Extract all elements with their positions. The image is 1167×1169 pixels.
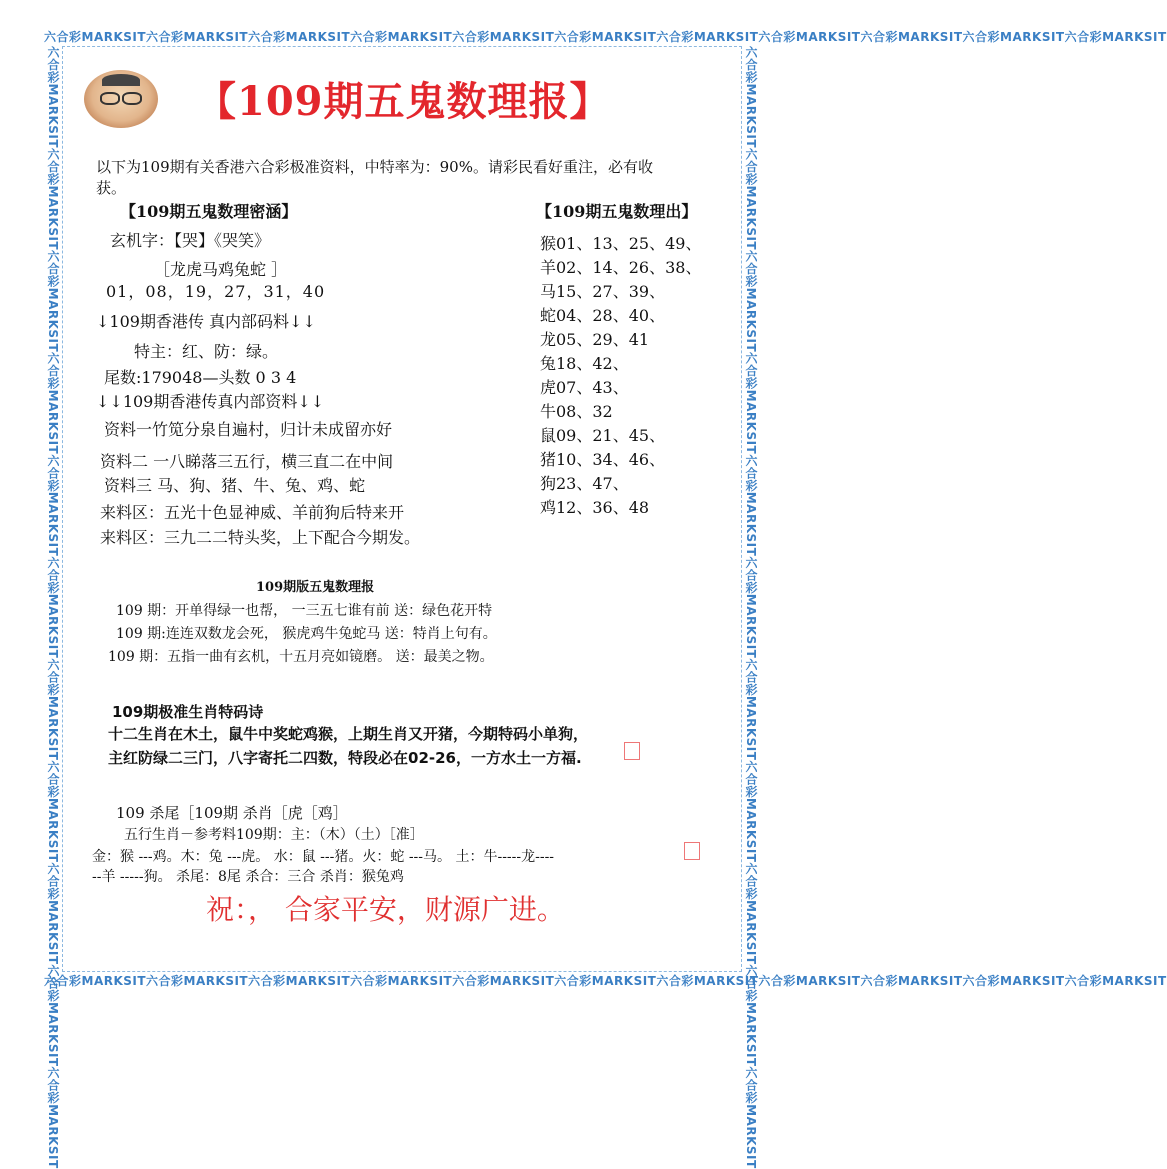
zodiac-number-row: 虎07、43、 [540,378,629,397]
zodiac-number-row: 马15、27、39、 [540,282,666,301]
poem-heading: 109期极准生肖特码诗 [112,703,264,721]
inside-data-heading: ↓↓109期香港传真内部资料↓↓ [96,392,325,411]
prediction-line: 109 期：开单得绿一也帮， 一三五七谁有前 送：绿色花开特 [116,603,493,619]
zodiac-number-row: 猴01、13、25、49、 [540,234,702,253]
inside-code-heading: ↓109期香港传 真内部码料↓↓ [96,312,316,331]
border-bottom-text: 六合彩MARKSIT六合彩MARKSIT六合彩MARKSIT六合彩MARKSIT六合彩MARKSIT六合彩MARKSIT六合彩MARKSIT六合彩MARKSIT六合彩MARKSIT六合彩MARKSIT六合彩MARKSIT [44,974,1167,988]
intro-line-1: 以下为109期有关香港六合彩极准资料，中特率为：90%。请彩民看好重注，必有收 [96,158,653,176]
numbers-heading: 【109期五鬼数理出】 [536,202,698,221]
blessing-slogan: 祝：， 合家平安，财源广进。 [206,893,565,926]
red-seal-icon [624,742,640,760]
zodiac-number-row: 羊02、14、26、38、 [540,258,702,277]
zodiac-number-row: 牛08、32 [540,402,613,421]
source-one: 来料区：五光十色显神威、羊前狗后特来开 [100,503,405,522]
kill-tail-line: 109 杀尾［109期 杀肖［虎［鸡］ [116,804,348,822]
zodiac-number-row: 猪10、34、46、 [540,450,666,469]
zodiac-number-row: 鸡12、36、48 [540,498,650,517]
prediction-line: 109 期：五指一曲有玄机，十五月亮如镜磨。 送：最美之物。 [108,649,494,665]
intro-line-2: 获。 [96,179,127,197]
zodiac-number-row: 鼠09、21、45、 [540,426,666,445]
tail-numbers: 尾数:179048—头数 0 3 4 [104,368,297,387]
glasses-icon [122,92,142,105]
kill-summary-line: --羊 -----狗。 杀尾：8尾 杀合：三合 杀肖：猴兔鸡 [92,869,404,885]
source-two: 来料区：三九二二特头奖，上下配合今期发。 [100,528,421,547]
border-right-text: 六合彩MARKSIT六合彩MARKSIT六合彩MARKSIT六合彩MARKSIT六合彩MARKSIT六合彩MARKSIT六合彩MARKSIT六合彩MARKSIT六合彩MARKSIT六合彩MARKSIT六合彩MARKSIT [744,46,758,1169]
glasses-icon [100,92,120,105]
prediction-line: 109 期:连连双数龙会死， 猴虎鸡牛兔蛇马 送：特肖上句有。 [116,626,497,642]
avatar-photo [84,70,158,128]
border-top-text: 六合彩MARKSIT六合彩MARKSIT六合彩MARKSIT六合彩MARKSIT六合彩MARKSIT六合彩MARKSIT六合彩MARKSIT六合彩MARKSIT六合彩MARKSIT六合彩MARKSIT六合彩MARKSIT [44,30,1167,44]
riddle-text: 玄机字：【哭】《哭笑》 [110,231,271,250]
special-color: 特主：红、防：绿。 [134,342,279,361]
prediction-heading: 109期版五鬼数理报 [256,580,375,595]
zodiac-group: ［龙虎马鸡兔蛇 ］ [154,260,288,279]
elements-pairs-line: 金：猴 ---鸡。木：兔 ---虎。 水：鼠 ---猪。火：蛇 ---马。 土：牛-----龙---- [92,849,555,865]
five-elements-line: 五行生肖－参考料109期：主：（木）（土）［准］ [124,827,424,843]
data-one: 资料一竹笕分泉自遍村，归计未成留亦好 [104,420,393,439]
zodiac-number-row: 兔18、42、 [540,354,629,373]
page-title: 【109期五鬼数理报】 [196,78,611,125]
secret-heading: 【109期五鬼数理密涵】 [120,202,298,221]
data-two: 资料二 一八睇落三五行，横三直二在中间 [100,452,394,471]
number-list: 01，08，19，27，31，40 [106,282,326,301]
border-left-text: 六合彩MARKSIT六合彩MARKSIT六合彩MARKSIT六合彩MARKSIT六合彩MARKSIT六合彩MARKSIT六合彩MARKSIT六合彩MARKSIT六合彩MARKSIT六合彩MARKSIT六合彩MARKSIT [46,46,60,1169]
poem-line-2: 主红防绿二三门，八字寄托二四数，特段必在02-26，一方水土一方福. [108,749,582,767]
poem-line-1: 十二生肖在木土，鼠牛中奖蛇鸡猴，上期生肖又开猪，今期特码小单狗， [108,725,589,743]
avatar-hair [102,74,140,86]
zodiac-number-row: 蛇04、28、40、 [540,306,666,325]
data-three: 资料三 马、狗、猪、牛、兔、鸡、蛇 [104,476,366,495]
zodiac-number-row: 狗23、47、 [540,474,629,493]
zodiac-number-row: 龙05、29、41 [540,330,650,349]
red-seal-icon [684,842,700,860]
